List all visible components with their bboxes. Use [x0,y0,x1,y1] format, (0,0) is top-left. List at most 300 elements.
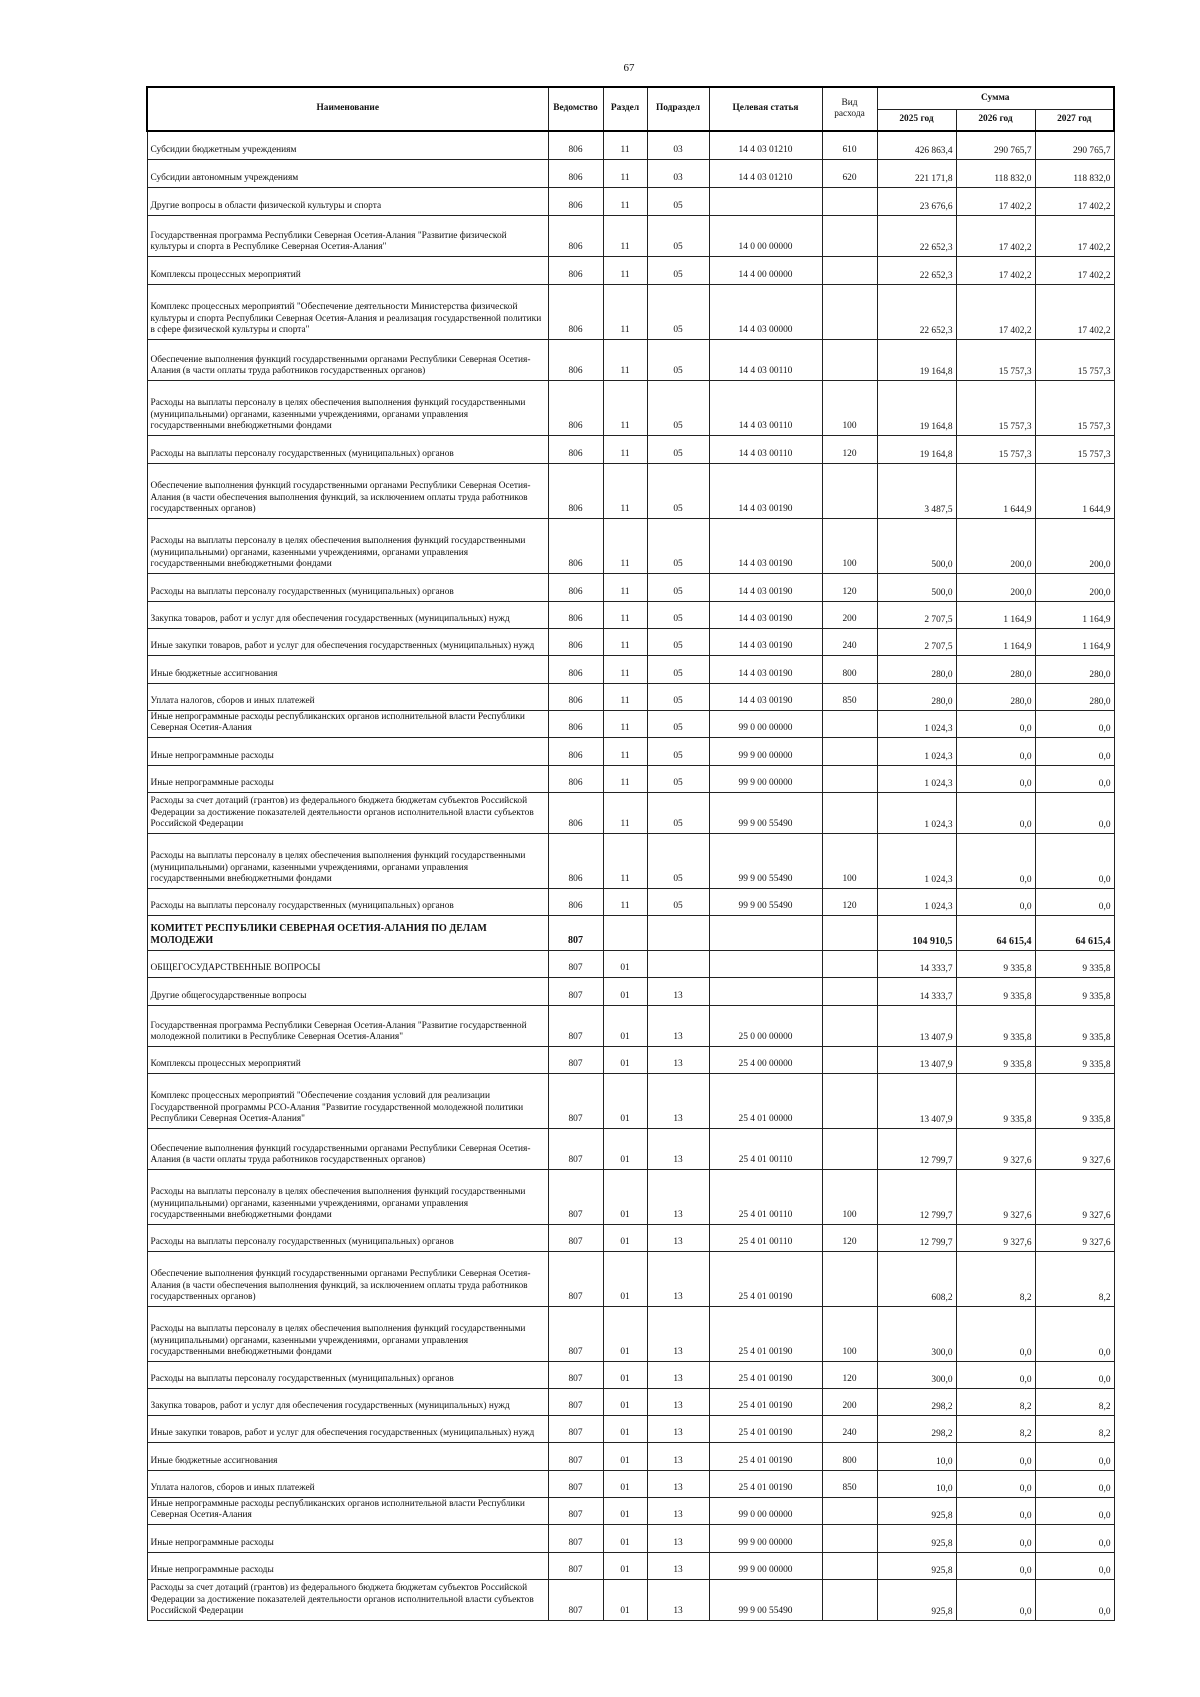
row-target: 14 4 03 00000 [709,284,822,339]
row-2027: 0,0 [1035,1306,1114,1361]
row-2026: 8,2 [956,1251,1035,1306]
row-dept: 806 [548,888,603,915]
row-subsection: 05 [647,683,709,710]
row-target: 25 4 01 00190 [709,1388,822,1415]
page-number: 67 [623,62,635,74]
row-2027: 0,0 [1035,833,1114,888]
row-name: Расходы за счет дотаций (грантов) из федерального бюджета бюджетам субъектов Российской Федерации за достижение показателей деятельности органов исполнительной власти субъектов Российской Федерации [147,1579,548,1620]
row-2027: 9 335,8 [1035,950,1114,977]
row-subsection: 05 [647,628,709,655]
row-dept: 806 [548,215,603,256]
row-dept: 806 [548,187,603,215]
row-type [822,792,877,833]
row-subsection: 13 [647,1224,709,1251]
row-2027: 0,0 [1035,1361,1114,1388]
table-row [147,1524,1114,1552]
row-2026: 280,0 [956,683,1035,710]
row-2027: 1 164,9 [1035,628,1114,655]
row-2027: 9 335,8 [1035,1073,1114,1128]
table-row [147,463,1114,518]
row-type [822,1128,877,1169]
table-row [147,915,1114,950]
row-name: Иные закупки товаров, работ и услуг для обеспечения государственных (муниципальных) нужд [147,628,548,655]
table-row [147,628,1114,655]
row-section [603,915,647,950]
row-type: 240 [822,1415,877,1442]
row-subsection: 05 [647,765,709,792]
row-2025: 1 024,3 [877,737,956,765]
row-2027: 0,0 [1035,1579,1114,1620]
row-name: Иные бюджетные ассигнования [147,655,548,683]
table-row [147,655,1114,683]
row-section: 01 [603,1497,647,1524]
row-section: 11 [603,284,647,339]
row-type [822,463,877,518]
row-section: 01 [603,1388,647,1415]
row-2025: 19 164,8 [877,380,956,435]
row-section: 11 [603,765,647,792]
row-name: Комплекс процессных мероприятий "Обеспечение создания условий для реализации Государственной программы РСО-Алания "Развитие государственной молодежной политики Республики Северная Осетия-Алания" [147,1073,548,1128]
row-name: Иные закупки товаров, работ и услуг для обеспечения государственных (муниципальных) нужд [147,1415,548,1442]
row-target: 14 4 03 00190 [709,463,822,518]
table-row [147,792,1114,833]
row-name: Комплекс процессных мероприятий "Обеспечение деятельности Министерства физической культуры и спорта Республики Северная Осетия-Алания и реализация государственной политики в сфере физической культуры и спорта" [147,284,548,339]
row-name: Иные непрограммные расходы республиканских органов исполнительной власти Республики Северная Осетия-Алания [147,1497,548,1524]
row-2027: 8,2 [1035,1388,1114,1415]
row-name: Обеспечение выполнения функций государственными органами Республики Северная Осетия-Алания (в части обеспечения выполнения функций, за исключением оплаты труда работников государственных органов) [147,1251,548,1306]
row-type: 850 [822,1470,877,1497]
row-name: Иные непрограммные расходы республиканских органов исполнительной власти Республики Северная Осетия-Алания [147,710,548,737]
row-type [822,977,877,1005]
row-subsection: 13 [647,1128,709,1169]
table-row [147,1073,1114,1128]
row-name: Обеспечение выполнения функций государственными органами Республики Северная Осетия-Алания (в части оплаты труда работников государственных органов) [147,1128,548,1169]
row-2026: 9 335,8 [956,1005,1035,1046]
row-2026: 15 757,3 [956,380,1035,435]
row-target: 25 4 01 00190 [709,1415,822,1442]
row-2025: 2 707,5 [877,601,956,628]
row-section: 01 [603,1005,647,1046]
row-section: 11 [603,256,647,284]
header-type: Вид расхода [822,87,877,131]
row-section: 01 [603,1073,647,1128]
row-2026: 9 335,8 [956,950,1035,977]
row-section: 11 [603,187,647,215]
row-dept: 806 [548,655,603,683]
row-type [822,737,877,765]
row-target [709,915,822,950]
row-dept: 807 [548,1169,603,1224]
table-row [147,765,1114,792]
row-target: 25 4 01 00190 [709,1470,822,1497]
row-dept: 806 [548,518,603,573]
row-2026: 15 757,3 [956,435,1035,463]
table-row [147,1005,1114,1046]
row-type [822,915,877,950]
row-dept: 806 [548,284,603,339]
row-2027: 280,0 [1035,683,1114,710]
row-name: Расходы на выплаты персоналу государственных (муниципальных) органов [147,573,548,601]
row-subsection: 05 [647,187,709,215]
row-type [822,765,877,792]
row-2027: 0,0 [1035,1552,1114,1579]
row-type: 100 [822,518,877,573]
row-type: 800 [822,655,877,683]
header-target: Целевая статья [709,87,822,131]
table-row [147,1361,1114,1388]
row-2025: 13 407,9 [877,1005,956,1046]
row-name: Иные непрограммные расходы [147,765,548,792]
row-2027: 0,0 [1035,792,1114,833]
row-type [822,1046,877,1073]
row-dept: 806 [548,792,603,833]
row-2025: 300,0 [877,1306,956,1361]
row-2025: 300,0 [877,1361,956,1388]
row-name: Расходы на выплаты персоналу государственных (муниципальных) органов [147,1224,548,1251]
row-target: 14 4 03 00110 [709,380,822,435]
row-section: 11 [603,339,647,380]
row-name: Закупка товаров, работ и услуг для обеспечения государственных (муниципальных) нужд [147,601,548,628]
row-2026: 290 765,7 [956,131,1035,159]
table-row [147,950,1114,977]
row-2027: 0,0 [1035,1524,1114,1552]
table-row [147,573,1114,601]
table-row [147,256,1114,284]
row-section: 01 [603,1524,647,1552]
row-target: 99 9 00 55490 [709,792,822,833]
row-target: 25 4 01 00000 [709,1073,822,1128]
row-name: Государственная программа Республики Северная Осетия-Алания "Развитие физической культуры и спорта в Республике Северная Осетия-Алания" [147,215,548,256]
row-section: 01 [603,977,647,1005]
row-name: Обеспечение выполнения функций государственными органами Республики Северная Осетия-Алания (в части оплаты труда работников государственных органов) [147,339,548,380]
row-dept: 807 [548,1005,603,1046]
table-row [147,1306,1114,1361]
row-section: 01 [603,1306,647,1361]
row-2025: 10,0 [877,1442,956,1470]
row-dept: 806 [548,683,603,710]
row-type [822,1005,877,1046]
table-row [147,159,1114,187]
row-dept: 807 [548,1128,603,1169]
row-name: Закупка товаров, работ и услуг для обеспечения государственных (муниципальных) нужд [147,1388,548,1415]
row-2025: 2 707,5 [877,628,956,655]
row-target: 25 0 00 00000 [709,1005,822,1046]
row-target: 25 4 01 00110 [709,1224,822,1251]
row-2027: 9 327,6 [1035,1169,1114,1224]
row-2025: 13 407,9 [877,1046,956,1073]
row-2027: 9 335,8 [1035,977,1114,1005]
row-target: 25 4 01 00110 [709,1169,822,1224]
budget-table [146,86,1115,1621]
row-2025: 280,0 [877,655,956,683]
row-2027: 280,0 [1035,655,1114,683]
row-dept: 806 [548,737,603,765]
row-subsection: 13 [647,1524,709,1552]
row-2027: 0,0 [1035,1497,1114,1524]
row-2027: 0,0 [1035,1442,1114,1470]
row-dept: 806 [548,628,603,655]
row-target [709,950,822,977]
row-subsection [647,950,709,977]
row-2026: 280,0 [956,655,1035,683]
row-2025: 426 863,4 [877,131,956,159]
row-2026: 9 335,8 [956,1046,1035,1073]
row-dept: 807 [548,1361,603,1388]
row-type: 120 [822,888,877,915]
row-target: 25 4 01 00110 [709,1128,822,1169]
row-subsection: 13 [647,1361,709,1388]
row-2027: 0,0 [1035,737,1114,765]
row-2025: 1 024,3 [877,888,956,915]
row-dept: 807 [548,1046,603,1073]
table-row [147,1442,1114,1470]
row-2026: 0,0 [956,710,1035,737]
row-subsection: 05 [647,380,709,435]
table-row [147,1251,1114,1306]
table-row [147,683,1114,710]
row-name: Иные непрограммные расходы [147,1552,548,1579]
row-2027: 9 327,6 [1035,1224,1114,1251]
row-type [822,1497,877,1524]
row-subsection: 05 [647,284,709,339]
row-section: 11 [603,518,647,573]
row-dept: 806 [548,256,603,284]
row-subsection: 05 [647,518,709,573]
row-2026: 1 164,9 [956,628,1035,655]
row-dept: 807 [548,1497,603,1524]
row-section: 11 [603,573,647,601]
row-target: 14 4 00 00000 [709,256,822,284]
row-dept: 807 [548,1552,603,1579]
row-section: 11 [603,159,647,187]
table-row [147,215,1114,256]
row-type [822,256,877,284]
row-dept: 806 [548,765,603,792]
row-2026: 9 327,6 [956,1224,1035,1251]
row-2025: 280,0 [877,683,956,710]
row-2027: 15 757,3 [1035,435,1114,463]
row-2027: 1 644,9 [1035,463,1114,518]
row-subsection: 05 [647,573,709,601]
row-subsection: 13 [647,1442,709,1470]
row-2026: 1 644,9 [956,463,1035,518]
row-2026: 8,2 [956,1415,1035,1442]
row-section: 01 [603,1046,647,1073]
row-type: 200 [822,1388,877,1415]
row-name: Расходы на выплаты персоналу в целях обеспечения выполнения функций государственными (муниципальными) органами, казенными учреждениями, органами управления государственными внебюджетными фондами [147,518,548,573]
row-section: 11 [603,792,647,833]
row-2027: 118 832,0 [1035,159,1114,187]
row-2027: 200,0 [1035,518,1114,573]
row-2026: 0,0 [956,833,1035,888]
row-target: 99 9 00 00000 [709,1552,822,1579]
row-2026: 0,0 [956,1442,1035,1470]
row-2027: 17 402,2 [1035,256,1114,284]
row-2026: 0,0 [956,1579,1035,1620]
row-2026: 9 327,6 [956,1128,1035,1169]
row-name: Обеспечение выполнения функций государственными органами Республики Северная Осетия-Алания (в части обеспечения выполнения функций, за исключением оплаты труда работников государственных органов) [147,463,548,518]
row-target: 99 9 00 55490 [709,833,822,888]
row-type [822,215,877,256]
row-2027: 8,2 [1035,1415,1114,1442]
row-target: 14 4 03 00110 [709,435,822,463]
row-section: 11 [603,463,647,518]
row-section: 01 [603,1128,647,1169]
row-subsection: 13 [647,1552,709,1579]
table-row [147,187,1114,215]
table-row [147,1388,1114,1415]
row-type [822,1524,877,1552]
row-type: 120 [822,573,877,601]
row-type [822,710,877,737]
row-subsection: 05 [647,601,709,628]
row-target: 99 9 00 00000 [709,737,822,765]
row-2026: 200,0 [956,518,1035,573]
row-2026: 0,0 [956,1470,1035,1497]
row-name: Расходы на выплаты персоналу в целях обеспечения выполнения функций государственными (муниципальными) органами, казенными учреждениями, органами управления государственными внебюджетными фондами [147,380,548,435]
row-2025: 298,2 [877,1415,956,1442]
row-2027: 0,0 [1035,1470,1114,1497]
row-2025: 925,8 [877,1497,956,1524]
table-row [147,888,1114,915]
row-name: Субсидии автономным учреждениям [147,159,548,187]
row-subsection: 13 [647,1579,709,1620]
row-section: 11 [603,888,647,915]
row-type: 200 [822,601,877,628]
row-type: 800 [822,1442,877,1470]
row-2025: 500,0 [877,573,956,601]
row-target: 99 9 00 00000 [709,1524,822,1552]
row-target: 99 0 00 00000 [709,710,822,737]
row-2026: 64 615,4 [956,915,1035,950]
row-dept: 806 [548,380,603,435]
header-section: Раздел [603,87,647,131]
row-dept: 807 [548,1415,603,1442]
row-subsection: 05 [647,792,709,833]
table-row [147,1128,1114,1169]
table-row [147,131,1114,159]
header-2025: 2025 год [877,109,956,131]
row-type: 120 [822,1361,877,1388]
table-row [147,1169,1114,1224]
header-2026: 2026 год [956,109,1035,131]
row-2026: 0,0 [956,1497,1035,1524]
row-subsection: 05 [647,710,709,737]
row-name: Расходы на выплаты персоналу государственных (муниципальных) органов [147,435,548,463]
row-name: Государственная программа Республики Северная Осетия-Алания "Развитие государственной молодежной политики в Республике Северная Осетия-Алания" [147,1005,548,1046]
row-2027: 0,0 [1035,710,1114,737]
row-section: 01 [603,1442,647,1470]
row-target: 25 4 00 00000 [709,1046,822,1073]
row-section: 11 [603,131,647,159]
row-dept: 807 [548,1224,603,1251]
row-type [822,187,877,215]
row-name: Расходы на выплаты персоналу в целях обеспечения выполнения функций государственными (муниципальными) органами, казенными учреждениями, органами управления государственными внебюджетными фондами [147,1306,548,1361]
row-subsection: 03 [647,131,709,159]
row-type: 120 [822,1224,877,1251]
row-2025: 10,0 [877,1470,956,1497]
row-2025: 12 799,7 [877,1169,956,1224]
row-2025: 1 024,3 [877,710,956,737]
row-target: 25 4 01 00190 [709,1251,822,1306]
row-2025: 925,8 [877,1579,956,1620]
row-section: 01 [603,950,647,977]
row-2025: 104 910,5 [877,915,956,950]
row-2027: 9 335,8 [1035,1046,1114,1073]
row-2027: 0,0 [1035,765,1114,792]
row-subsection: 13 [647,1470,709,1497]
row-2025: 3 487,5 [877,463,956,518]
row-2026: 0,0 [956,1524,1035,1552]
table-row [147,977,1114,1005]
row-dept: 807 [548,1251,603,1306]
table-row [147,601,1114,628]
row-type [822,1579,877,1620]
table-row [147,710,1114,737]
row-2026: 17 402,2 [956,284,1035,339]
row-2026: 17 402,2 [956,187,1035,215]
row-dept: 806 [548,710,603,737]
table-row [147,1552,1114,1579]
row-subsection: 13 [647,1046,709,1073]
row-section: 11 [603,628,647,655]
row-2026: 0,0 [956,1361,1035,1388]
row-target: 14 4 03 00190 [709,601,822,628]
row-section: 01 [603,1251,647,1306]
row-name: Иные непрограммные расходы [147,737,548,765]
row-target: 14 4 03 01210 [709,131,822,159]
row-2025: 12 799,7 [877,1128,956,1169]
row-dept: 806 [548,435,603,463]
row-2025: 22 652,3 [877,215,956,256]
row-dept: 807 [548,1579,603,1620]
table-header [147,87,1114,131]
row-type: 100 [822,380,877,435]
row-target: 25 4 01 00190 [709,1361,822,1388]
row-name: Субсидии бюджетным учреждениям [147,131,548,159]
header-sum: Сумма [877,87,1114,109]
row-dept: 807 [548,915,603,950]
row-section: 01 [603,1361,647,1388]
row-2025: 14 333,7 [877,977,956,1005]
row-name: Другие вопросы в области физической культуры и спорта [147,187,548,215]
row-type: 120 [822,435,877,463]
row-target: 99 9 00 00000 [709,765,822,792]
row-target: 14 4 03 00190 [709,683,822,710]
row-subsection: 05 [647,737,709,765]
row-section: 01 [603,1415,647,1442]
row-section: 01 [603,1470,647,1497]
row-name: ОБЩЕГОСУДАРСТВЕННЫЕ ВОПРОСЫ [147,950,548,977]
row-dept: 806 [548,463,603,518]
row-2025: 500,0 [877,518,956,573]
header-name: Наименование [147,87,548,131]
row-2027: 290 765,7 [1035,131,1114,159]
row-name: Иные непрограммные расходы [147,1524,548,1552]
row-subsection: 05 [647,463,709,518]
row-dept: 806 [548,573,603,601]
table-row [147,518,1114,573]
row-dept: 806 [548,601,603,628]
row-section: 01 [603,1169,647,1224]
row-target: 14 4 03 00190 [709,655,822,683]
row-name: Уплата налогов, сборов и иных платежей [147,1470,548,1497]
row-type [822,284,877,339]
row-subsection: 13 [647,977,709,1005]
row-subsection: 13 [647,1005,709,1046]
row-2025: 19 164,8 [877,339,956,380]
row-type: 100 [822,1169,877,1224]
